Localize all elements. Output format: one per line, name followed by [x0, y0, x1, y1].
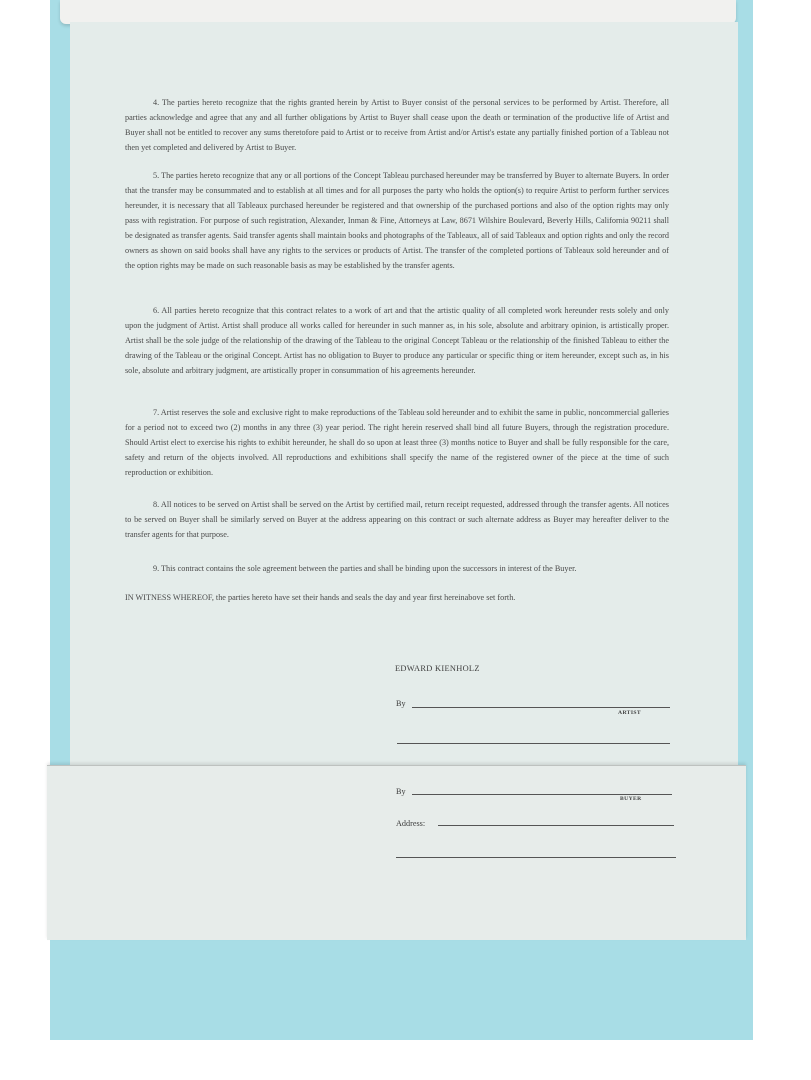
paragraph-4: 4. The parties hereto recognize that the rights granted herein by Artist to Buyer consist of the personal services to be performed by Artist. Therefore, all parties acknowledge and agree that any and all further obligations by Artist to Buyer shall cease upon the death or termination of the productive life of Artist and Buyer shall not be entitled to recover any sums theretofore paid to Artist or to receive from Artist and/or Artist's estate any partially finished portion of a Tableau not then yet completed and delivered by Artist to Buyer. — [125, 98, 669, 152]
buyer-signature-line[interactable] — [412, 794, 672, 795]
paragraph-7: 7. Artist reserves the sole and exclusive right to make reproductions of the Tableau sold hereunder and to exhibit the same in public, noncommercial galleries for a period not to exceed two (2) months in any three (3) year period. The right herein reserved shall bind all future Buyers, through the registration procedure. Should Artist elect to exercise his rights to exhibit hereunder, he shall do so upon at least three (3) months notice to Buyer and shall be fully responsible for the care, safety and return of the objects involved. All reproductions and exhibitions shall specify the name of the registered owner of the piece at the time of such reproduction or exhibition. — [125, 408, 669, 477]
address-line-2[interactable] — [396, 857, 676, 858]
artist-second-line[interactable] — [397, 743, 670, 744]
address-label: Address: — [396, 819, 426, 828]
paragraph-9: 9. This contract contains the sole agreement between the parties and shall be binding upon the successors in interest of the Buyer. — [153, 564, 577, 573]
artist-by-label: By — [396, 699, 406, 708]
artist-signature-line[interactable] — [412, 707, 670, 708]
buyer-label: BUYER — [620, 796, 642, 802]
buyer-by-label: By — [396, 787, 406, 796]
paragraph-8: 8. All notices to be served on Artist shall be served on the Artist by certified mail, return receipt requested, addressed through the transfer agents. All notices to be served on Buyer shall be similarly served on Buyer at the address appearing on this contract or such alternate address as Buyer may hereafter deliver to the transfer agents for that purpose. — [125, 500, 669, 539]
paragraph-6: 6. All parties hereto recognize that this contract relates to a work of art and that the artistic quality of all completed work hereunder rests solely and only upon the judgment of Artist. Artist shall produce all works called for hereunder in such manner as, in his sole, absolute and arbitrary opinion, is artistically proper. Artist shall be the sole judge of the relationship of the drawing of the Tableau to the original Concept Tableau or the relationship of the finished Tableau to either the drawing of the Tableau or the original Concept. Artist has no obligation to Buyer to produce any particular or specific thing or item hereunder, except such as, in his sole, absolute and arbitrary judgment, are artistically proper in consummation of his agreements hereunder. — [125, 306, 669, 375]
artist-label: ARTIST — [618, 710, 642, 716]
witness-clause: IN WITNESS WHEREOF, the parties hereto have set their hands and seals the day and year first hereinabove set forth. — [125, 593, 516, 602]
paragraph-5: 5. The parties hereto recognize that any or all portions of the Concept Tableau purchased hereunder may be transferred by Buyer to alternate Buyers. In order that the transfer may be consummated and to establish at all times and for all purposes the party who holds the option(s) to require Artist to perform further services hereunder, it is necessary that all Tableaux purchased hereunder be registered and that ownership of the purchased portions and also of the option rights may only pass with registration. For purpose of such registration, Alexander, Inman & Fine, Attorneys at Law, 8671 Wilshire Boulevard, Beverly Hills, California 90211 shall be designated as transfer agents. Said transfer agents shall maintain books and photographs of the Tableaux, all of said Tableaux and option rights and only the record owners as shown on said books shall have any rights to the services or products of Artist. The transfer of the completed portions of Tableaux sold hereunder and of the option rights may be made on such reasonable basis as may be established by the transfer agents. — [125, 171, 669, 270]
address-line-1[interactable] — [438, 825, 674, 826]
artist-name: EDWARD KIENHOLZ — [395, 664, 480, 673]
fold-crease — [47, 765, 746, 766]
folded-top-flap — [60, 0, 736, 24]
